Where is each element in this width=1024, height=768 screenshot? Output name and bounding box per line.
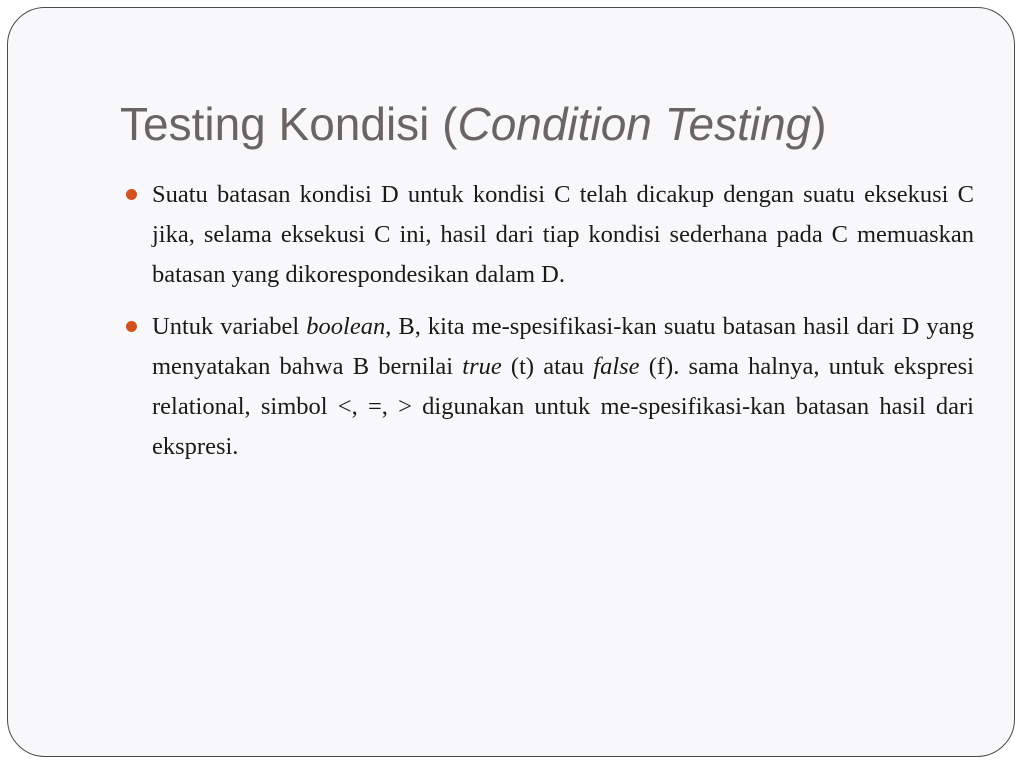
bullet-2-seg3: (t) atau: [501, 352, 594, 380]
slide: [7, 7, 1015, 757]
bullet-2-em-boolean: boolean: [306, 312, 386, 340]
title-suffix: ): [811, 98, 827, 150]
bullet-2-seg4: (f). sama halnya, untuk ekspresi relational, simbol <, =, > digunakan untuk me-spesifikasi-kan batasan hasil dari ekspresi.: [152, 352, 974, 461]
bullet-2-em-false: false: [593, 352, 640, 380]
bullet-text-1: Suatu batasan kondisi D untuk kondisi C telah dicakup dengan suatu eksekusi C jika, selama eksekusi C ini, hasil dari tiap kondisi sederhana pada C memuaskan batasan yang dikorespondesikan dalam D.: [152, 181, 974, 289]
bullet-dot-icon: [126, 321, 137, 332]
bullet-item-1: [124, 175, 974, 296]
slide-title: [120, 92, 827, 156]
bullet-item-2: [124, 307, 974, 468]
bullet-dot-icon: [126, 189, 137, 200]
bullet-2-seg1: Untuk variabel: [152, 312, 307, 340]
title-italic: Condition Testing: [457, 98, 812, 150]
bullet-2-em-true: true: [462, 352, 502, 380]
bullet-2-seg2: , B, kita me-spesifikasi-kan suatu batasan hasil dari D yang menyatakan bahwa B bernilai: [152, 312, 974, 380]
bullet-list: [124, 175, 974, 478]
title-prefix: Testing Kondisi (: [120, 98, 458, 150]
